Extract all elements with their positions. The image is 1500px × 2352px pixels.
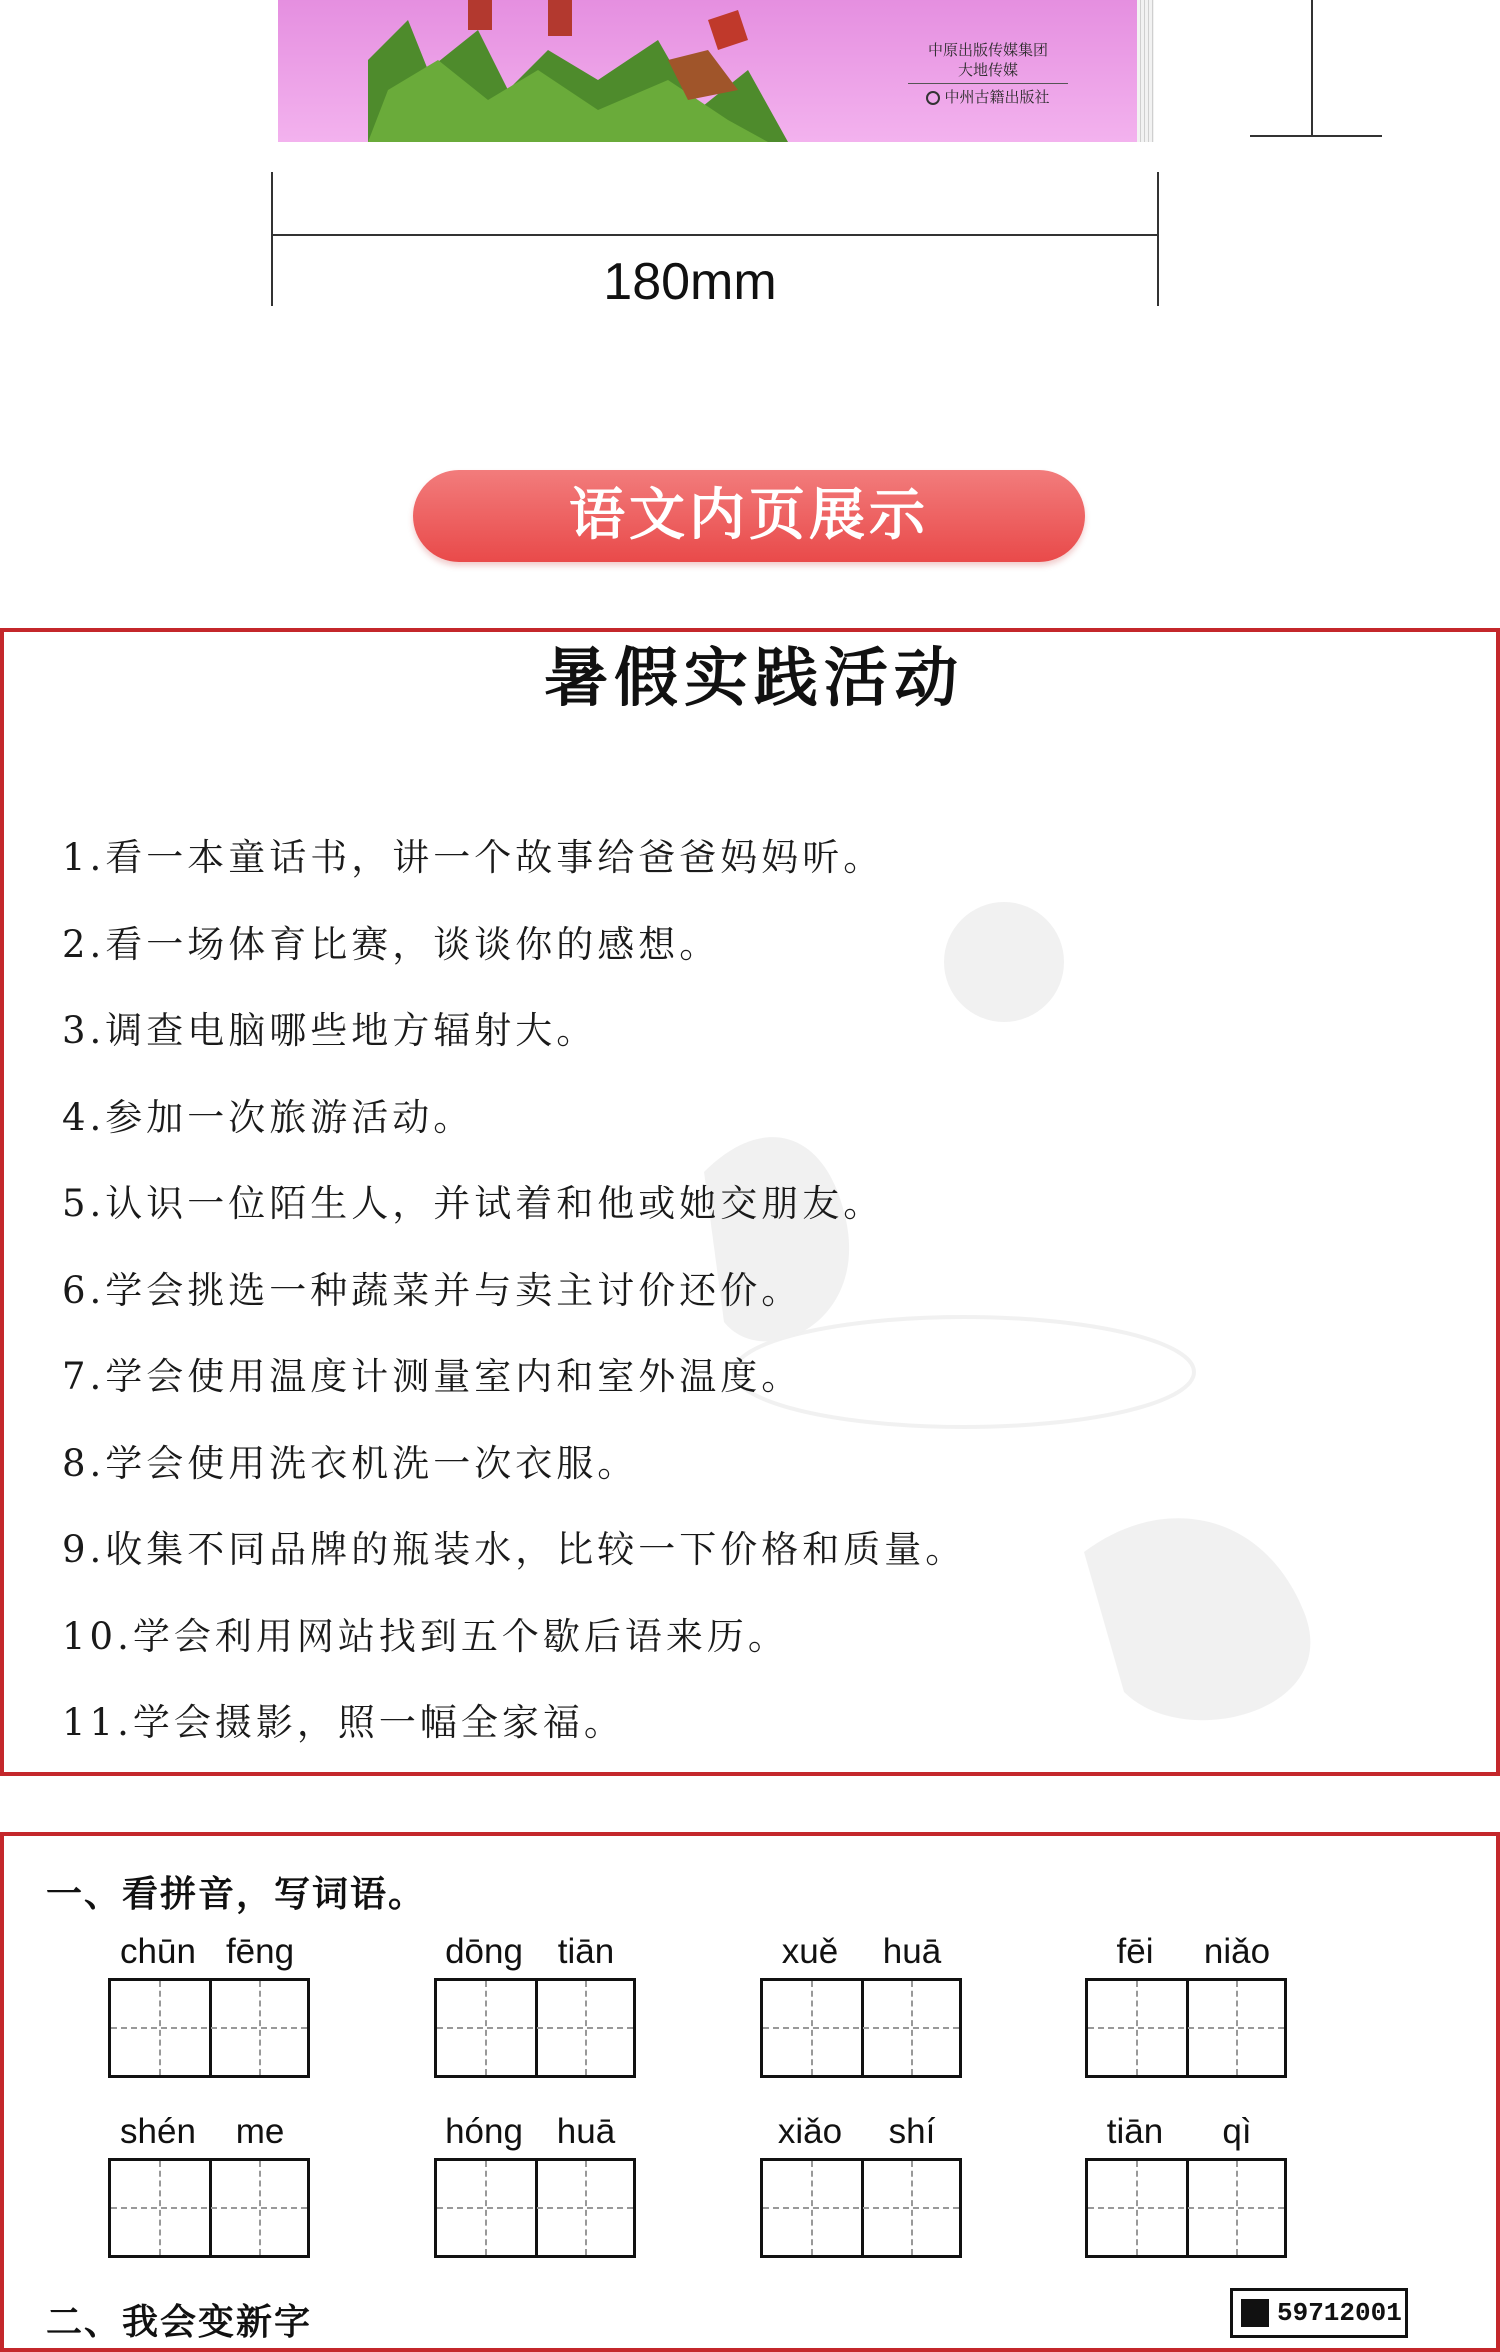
list-item: 4.参加一次旅游活动。 xyxy=(62,1095,475,1139)
pinyin-syllable: shén xyxy=(120,2112,196,2151)
pinyin-syllable: chūn xyxy=(120,1932,196,1971)
code-badge xyxy=(1230,2288,1408,2338)
pinyin-writing-cell xyxy=(434,2112,644,2262)
book-page-edges xyxy=(1137,0,1154,142)
pinyin-syllable: fēi xyxy=(1116,1932,1154,1971)
pinyin-syllable: me xyxy=(235,2112,285,2151)
writing-grid[interactable] xyxy=(434,1978,636,2078)
list-item: 6.学会挑选一种蔬菜并与卖主讨价还价。 xyxy=(62,1268,803,1312)
list-item: 11.学会摄影，照一幅全家福。 xyxy=(62,1701,625,1744)
width-dimension-right-tick xyxy=(1157,172,1159,306)
writing-grid[interactable] xyxy=(434,2158,636,2258)
pinyin-syllable: hóng xyxy=(445,2112,523,2151)
list-item: 2.看一场体育比赛，谈谈你的感想。 xyxy=(62,922,721,966)
width-dimension-label: 180mm xyxy=(603,253,777,311)
pinyin-writing-cell xyxy=(434,1932,644,2082)
pinyin-writing-cell xyxy=(108,2112,318,2262)
list-item: 10.学会利用网站找到五个歇后语来历。 xyxy=(62,1614,789,1658)
writing-grid[interactable] xyxy=(760,1978,962,2078)
section-banner: 语文内页展示 xyxy=(413,470,1085,562)
pinyin-syllable: shí xyxy=(888,2112,936,2151)
activity-list xyxy=(62,832,966,1776)
height-dimension-tick xyxy=(1250,135,1382,137)
writing-grid[interactable] xyxy=(108,1978,310,2078)
activities-page-panel xyxy=(0,628,1500,1776)
pinyin-writing-cell xyxy=(108,1932,318,2082)
exercise-page-panel xyxy=(0,1832,1500,2352)
pinyin-syllable: qì xyxy=(1222,2112,1252,2151)
publisher-press xyxy=(898,87,1078,107)
writing-grid[interactable] xyxy=(760,2158,962,2258)
pinyin-syllable: huā xyxy=(556,2112,616,2151)
pinyin-syllable: xuě xyxy=(781,1932,839,1971)
list-item: 7.学会使用温度计测量室内和室外温度。 xyxy=(62,1355,803,1398)
pinyin-writing-cell xyxy=(1085,2112,1295,2262)
pinyin-syllable: dōng xyxy=(445,1932,523,1971)
book-cover-image xyxy=(278,0,1154,142)
pinyin-syllable: huā xyxy=(882,1932,942,1971)
section-heading-pinyin: 一、看拼音，写词语。 xyxy=(46,1873,427,1915)
pinyin-syllable: tiān xyxy=(557,1932,615,1971)
writing-grid[interactable] xyxy=(1085,1978,1287,2078)
pinyin-writing-cell xyxy=(1085,1932,1295,2082)
list-item: 5.认识一位陌生人，并试着和他或她交朋友。 xyxy=(62,1182,885,1225)
pinyin-writing-cell xyxy=(760,1932,970,2082)
pinyin-syllable: tiān xyxy=(1106,2112,1164,2151)
height-dimension-line xyxy=(1311,0,1313,135)
list-item: 3.调查电脑哪些地方辐射大。 xyxy=(62,1009,598,1052)
width-dimension-line xyxy=(273,234,1157,236)
writing-grid[interactable] xyxy=(108,2158,310,2258)
publisher-divider xyxy=(908,83,1068,84)
publisher-sub: 大地传媒 xyxy=(957,61,1018,79)
list-item: 1.看一本童话书，讲一个故事给爸爸妈妈听。 xyxy=(62,836,885,879)
publisher-block xyxy=(898,40,1078,107)
page-title: 暑假实践活动 xyxy=(544,641,964,716)
width-dimension-left-tick xyxy=(271,172,273,306)
code-badge-icon xyxy=(1241,2299,1269,2327)
writing-grid[interactable] xyxy=(1085,2158,1287,2258)
code-badge-text: 59712001 xyxy=(1277,2298,1402,2328)
list-item: 9.收集不同品牌的瓶装水，比较一下价格和质量。 xyxy=(62,1528,967,1571)
cover-illustration xyxy=(368,0,888,142)
pinyin-syllable: fēng xyxy=(225,1932,295,1971)
pinyin-writing-cell xyxy=(760,2112,970,2262)
publisher-press-label: 中州古籍出版社 xyxy=(944,88,1050,106)
publisher-logo-icon xyxy=(926,91,940,105)
pinyin-syllable: xiǎo xyxy=(777,2112,843,2151)
list-item: 8.学会使用洗衣机洗一次衣服。 xyxy=(62,1441,639,1485)
pinyin-syllable: niǎo xyxy=(1203,1932,1271,1971)
publisher-group: 中原出版传媒集团 xyxy=(927,41,1048,59)
section-heading-new-characters: 二、我会变新字 xyxy=(46,2301,313,2343)
